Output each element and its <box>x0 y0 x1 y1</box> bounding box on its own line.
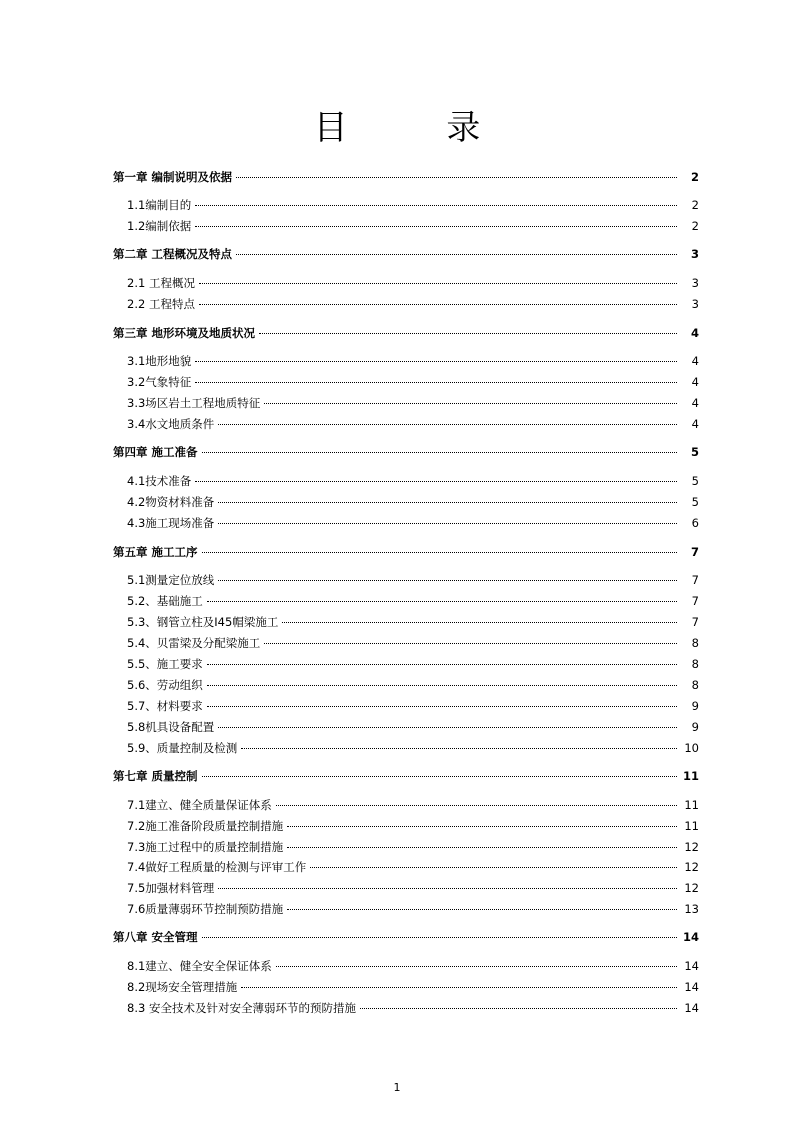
toc-dot-leader <box>264 403 677 404</box>
toc-entry-label: 4.3施工现场准备 <box>127 516 215 530</box>
toc-entry-label: 7.3施工过程中的质量控制措施 <box>127 840 284 854</box>
toc-entry-label: 3.1地形地貌 <box>127 354 192 368</box>
toc-section-entry[interactable] <box>113 217 699 235</box>
toc-entry-page-number: 12 <box>684 840 699 854</box>
toc-entry-page-number: 14 <box>684 959 699 973</box>
toc-entry-label: 5.1测量定位放线 <box>127 573 215 587</box>
toc-dot-leader <box>195 226 677 227</box>
toc-dot-leader <box>264 643 677 644</box>
toc-entry-label: 第一章 编制说明及依据 <box>113 170 233 184</box>
toc-entry-page-number: 7 <box>691 615 699 629</box>
toc-dot-leader <box>310 867 677 868</box>
toc-section-entry[interactable] <box>113 817 699 835</box>
toc-section-entry[interactable] <box>113 394 699 412</box>
toc-entry-label: 5.6、劳动组织 <box>127 678 203 692</box>
toc-dot-leader <box>287 847 677 848</box>
toc-section-entry[interactable] <box>113 373 699 391</box>
toc-entry-page-number: 3 <box>691 276 699 290</box>
toc-dot-leader <box>218 523 677 524</box>
toc-chapter-entry[interactable] <box>113 767 699 785</box>
toc-entry-page-number: 11 <box>684 798 699 812</box>
toc-dot-leader <box>218 727 677 728</box>
toc-dot-leader <box>282 622 677 623</box>
toc-section-entry[interactable] <box>113 858 699 876</box>
toc-entry-label: 5.3、钢管立柱及Ⅰ45帽梁施工 <box>127 615 279 629</box>
toc-section-entry[interactable] <box>113 613 699 631</box>
toc-dot-leader <box>241 987 677 988</box>
page-title: 目 录 <box>313 108 525 148</box>
toc-entry-page-number: 12 <box>684 881 699 895</box>
toc-entry-page-number: 8 <box>691 678 699 692</box>
toc-dot-leader <box>241 748 677 749</box>
toc-entry-page-number: 4 <box>691 354 699 368</box>
toc-dot-leader <box>199 283 677 284</box>
toc-dot-leader <box>195 481 677 482</box>
toc-entry-label: 第八章 安全管理 <box>113 930 198 944</box>
toc-entry-label: 第七章 质量控制 <box>113 769 198 783</box>
toc-entry-label: 4.2物资材料准备 <box>127 495 215 509</box>
toc-dot-leader <box>236 177 677 178</box>
toc-chapter-entry[interactable] <box>113 324 699 342</box>
toc-entry-page-number: 7 <box>691 594 699 608</box>
toc-dot-leader <box>218 580 677 581</box>
toc-entry-label: 第二章 工程概况及特点 <box>113 247 233 261</box>
toc-entry-page-number: 12 <box>684 860 699 874</box>
toc-chapter-entry[interactable] <box>113 928 699 946</box>
toc-dot-leader <box>207 706 677 707</box>
toc-entry-page-number: 2 <box>691 198 699 212</box>
toc-dot-leader <box>202 452 677 453</box>
toc-entry-page-number: 4 <box>691 417 699 431</box>
toc-section-entry[interactable] <box>113 978 699 996</box>
toc-dot-leader <box>218 888 677 889</box>
toc-entry-page-number: 2 <box>691 219 699 233</box>
toc-section-entry[interactable] <box>113 352 699 370</box>
toc-entry-label: 1.2编制依据 <box>127 219 192 233</box>
toc-entry-page-number: 3 <box>690 247 699 261</box>
toc-entry-label: 5.9、质量控制及检测 <box>127 741 238 755</box>
toc-dot-leader <box>202 552 677 553</box>
toc-section-entry[interactable] <box>113 274 699 292</box>
toc-entry-page-number: 5 <box>691 495 699 509</box>
toc-dot-leader <box>202 776 677 777</box>
toc-section-entry[interactable] <box>113 634 699 652</box>
toc-section-entry[interactable] <box>113 879 699 897</box>
toc-section-entry[interactable] <box>113 415 699 433</box>
toc-section-entry[interactable] <box>113 571 699 589</box>
toc-entry-page-number: 8 <box>691 636 699 650</box>
toc-entry-label: 7.1建立、健全质量保证体系 <box>127 798 272 812</box>
toc-entry-label: 4.1技术准备 <box>127 474 192 488</box>
toc-entry-label: 1.1编制目的 <box>127 198 192 212</box>
toc-entry-label: 7.5加强材料管理 <box>127 881 215 895</box>
footer-page-number: 1 <box>393 1081 401 1094</box>
toc-dot-leader <box>195 382 677 383</box>
toc-entry-label: 8.2现场安全管理措施 <box>127 980 238 994</box>
toc-section-entry[interactable] <box>113 838 699 856</box>
toc-entry-page-number: 5 <box>691 474 699 488</box>
toc-entry-page-number: 9 <box>691 720 699 734</box>
toc-chapter-entry[interactable] <box>113 168 699 186</box>
toc-entry-label: 2.2 工程特点 <box>127 297 195 311</box>
toc-chapter-entry[interactable] <box>113 443 699 461</box>
toc-entry-label: 3.3场区岩土工程地质特征 <box>127 396 261 410</box>
toc-entry-page-number: 2 <box>690 170 699 184</box>
toc-section-entry[interactable] <box>113 655 699 673</box>
toc-entry-page-number: 14 <box>684 980 699 994</box>
toc-dot-leader <box>195 205 677 206</box>
toc-dot-leader <box>360 1008 677 1009</box>
toc-entry-page-number: 4 <box>691 396 699 410</box>
toc-section-entry[interactable] <box>113 493 699 511</box>
toc-entry-page-number: 6 <box>691 516 699 530</box>
toc-dot-leader <box>276 966 677 967</box>
toc-entry-page-number: 7 <box>691 573 699 587</box>
toc-chapter-entry[interactable] <box>113 245 699 263</box>
toc-entry-label: 5.8机具设备配置 <box>127 720 215 734</box>
toc-dot-leader <box>207 664 677 665</box>
toc-dot-leader <box>259 333 677 334</box>
toc-dot-leader <box>287 909 677 910</box>
toc-entry-page-number: 4 <box>690 326 699 340</box>
toc-entry-label: 2.1 工程概况 <box>127 276 195 290</box>
toc-entry-page-number: 3 <box>691 297 699 311</box>
toc-section-entry[interactable] <box>113 295 699 313</box>
toc-entry-page-number: 11 <box>683 769 700 783</box>
toc-section-entry[interactable] <box>113 796 699 814</box>
toc-entry-label: 5.7、材料要求 <box>127 699 203 713</box>
toc-section-entry[interactable] <box>113 999 699 1017</box>
toc-dot-leader <box>202 937 677 938</box>
toc-dot-leader <box>207 685 677 686</box>
toc-entry-label: 第五章 施工工序 <box>113 545 198 559</box>
toc-entry-label: 第四章 施工准备 <box>113 445 198 459</box>
toc-entry-label: 3.4水文地质条件 <box>127 417 215 431</box>
toc-dot-leader <box>218 424 677 425</box>
toc-entry-label: 8.1建立、健全安全保证体系 <box>127 959 272 973</box>
toc-section-entry[interactable] <box>113 697 699 715</box>
toc-entry-label: 第三章 地形环境及地质状况 <box>113 326 256 340</box>
toc-entry-page-number: 8 <box>691 657 699 671</box>
toc-section-entry[interactable] <box>113 957 699 975</box>
toc-section-entry[interactable] <box>113 592 699 610</box>
toc-entry-page-number: 13 <box>684 902 699 916</box>
toc-dot-leader <box>207 601 677 602</box>
toc-entry-label: 7.6质量薄弱环节控制预防措施 <box>127 902 284 916</box>
toc-entry-label: 7.2施工准备阶段质量控制措施 <box>127 819 284 833</box>
toc-section-entry[interactable] <box>113 739 699 757</box>
toc-chapter-entry[interactable] <box>113 543 699 561</box>
toc-entry-label: 7.4做好工程质量的检测与评审工作 <box>127 860 307 874</box>
toc-entry-page-number: 14 <box>684 1001 699 1015</box>
toc-entry-page-number: 7 <box>690 545 699 559</box>
toc-dot-leader <box>236 254 677 255</box>
toc-dot-leader <box>218 502 677 503</box>
toc-entry-page-number: 14 <box>683 930 700 944</box>
toc-entry-label: 5.5、施工要求 <box>127 657 203 671</box>
toc-entry-label: 3.2气象特征 <box>127 375 192 389</box>
toc-entry-page-number: 9 <box>691 699 699 713</box>
toc-section-entry[interactable] <box>113 676 699 694</box>
toc-entry-page-number: 10 <box>684 741 699 755</box>
toc-entry-label: 5.2、基础施工 <box>127 594 203 608</box>
toc-dot-leader <box>199 304 677 305</box>
toc-section-entry[interactable] <box>113 718 699 736</box>
toc-section-entry[interactable] <box>113 196 699 214</box>
toc-section-entry[interactable] <box>113 900 699 918</box>
toc-section-entry[interactable] <box>113 472 699 490</box>
toc-entry-label: 5.4、贝雷梁及分配梁施工 <box>127 636 261 650</box>
toc-section-entry[interactable] <box>113 514 699 532</box>
toc-entry-page-number: 11 <box>684 819 699 833</box>
toc-dot-leader <box>195 361 677 362</box>
toc-dot-leader <box>287 826 677 827</box>
toc-entry-label: 8.3 安全技术及针对安全薄弱环节的预防措施 <box>127 1001 356 1015</box>
toc-entry-page-number: 4 <box>691 375 699 389</box>
toc-entry-page-number: 5 <box>690 445 699 459</box>
toc-dot-leader <box>276 805 677 806</box>
